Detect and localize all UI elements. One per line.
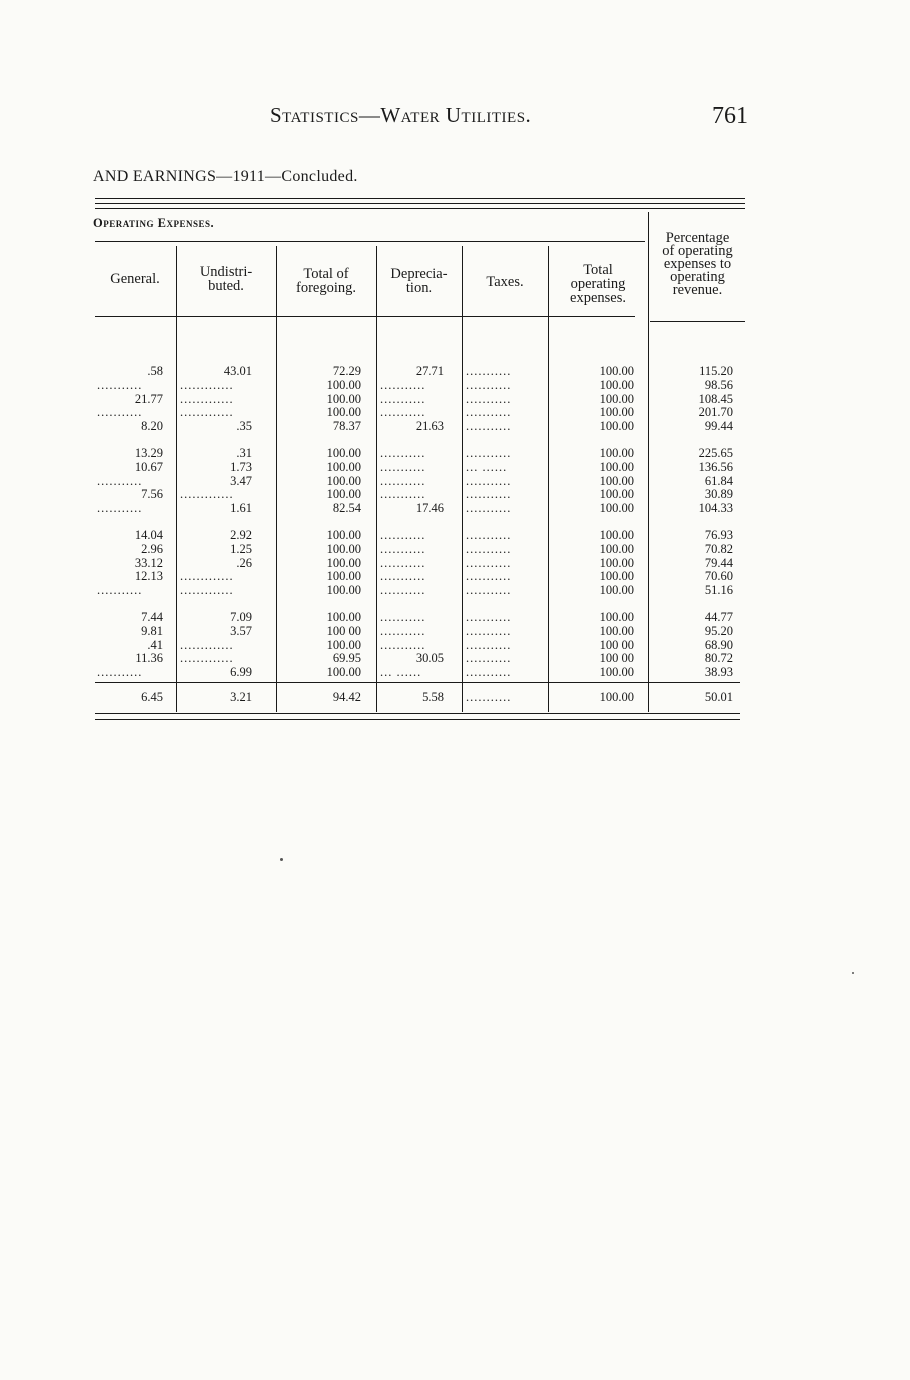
table-cell: 70.60 bbox=[704, 569, 733, 584]
table-cell-empty: ........... bbox=[97, 665, 143, 680]
table-cell: 108.45 bbox=[698, 391, 733, 406]
table-cell-empty: ............. bbox=[180, 487, 234, 502]
table-cell: 10.67 bbox=[134, 459, 163, 474]
table-cell-empty: ........... bbox=[380, 541, 426, 556]
table-cell: .35 bbox=[236, 419, 252, 434]
table-cell: 1.61 bbox=[230, 501, 252, 516]
table-cell: 7.44 bbox=[141, 610, 163, 624]
table-cell-empty: ........... bbox=[380, 446, 426, 460]
table-cell-empty: ........... bbox=[466, 665, 512, 680]
column-divider bbox=[176, 246, 177, 712]
table-cell-empty: ........... bbox=[97, 405, 143, 420]
table-cell: 14.04 bbox=[134, 528, 163, 542]
table-cell: 7.56 bbox=[141, 487, 163, 502]
table-cell: .26 bbox=[236, 555, 252, 570]
table-cell: 100.00 bbox=[326, 377, 361, 392]
table-cell: 6.45 bbox=[141, 690, 163, 704]
column-header: Total of foregoing. bbox=[296, 266, 356, 296]
table-cell-empty: ........... bbox=[466, 541, 512, 556]
table-cell: 43.01 bbox=[223, 364, 252, 378]
table-cell: 100.00 bbox=[326, 487, 361, 502]
table-cell-empty: ........... bbox=[466, 610, 512, 624]
table-cell: 136.56 bbox=[698, 459, 733, 474]
table-cell: 21.63 bbox=[415, 419, 444, 434]
table-cell: 79.44 bbox=[704, 555, 733, 570]
table-cell: 76.93 bbox=[704, 528, 733, 542]
table-cell-empty: ........... bbox=[466, 569, 512, 584]
table-cell: 100.00 bbox=[599, 583, 634, 598]
page-speck bbox=[280, 858, 283, 861]
table-cell-empty: ............. bbox=[180, 583, 234, 598]
section-title: Operating Expenses. bbox=[93, 216, 215, 230]
table-cell: 100.00 bbox=[599, 569, 634, 584]
table-cell: 115.20 bbox=[699, 364, 733, 378]
running-head: Statistics—Water Utilities. bbox=[270, 103, 532, 127]
table-cell: 12.13 bbox=[134, 569, 163, 584]
table-cell: 100.00 bbox=[599, 405, 634, 420]
table-cell: 9.81 bbox=[141, 623, 163, 638]
table-cell: 1.73 bbox=[230, 459, 252, 474]
table-cell: 100.00 bbox=[599, 473, 634, 488]
table-cell: 100.00 bbox=[326, 473, 361, 488]
table-cell: 2.92 bbox=[230, 528, 252, 542]
table-cell: 69.95 bbox=[332, 651, 361, 666]
column-header: Undistri- buted. bbox=[199, 264, 253, 294]
table-cell: 33.12 bbox=[134, 555, 163, 570]
table-cell: 21.77 bbox=[134, 391, 163, 406]
table-cell: 7.09 bbox=[230, 610, 252, 624]
table-cell-empty: ............. bbox=[180, 391, 234, 406]
table-cell-empty: ... ...... bbox=[466, 459, 508, 474]
table-cell-empty: ........... bbox=[380, 623, 426, 638]
table-cell: 100.00 bbox=[599, 364, 634, 378]
table-cell: 104.33 bbox=[698, 501, 733, 516]
table-cell-empty: ........... bbox=[380, 637, 426, 652]
table-cell-empty: ........... bbox=[380, 583, 426, 598]
table-cell: 61.84 bbox=[704, 473, 733, 488]
table-cell: 100.00 bbox=[599, 446, 634, 460]
page-speck bbox=[852, 972, 854, 974]
column-divider bbox=[462, 246, 463, 712]
table-cell: 100 00 bbox=[599, 637, 634, 652]
table-cell: 13.29 bbox=[134, 446, 163, 460]
table-cell-empty: ........... bbox=[466, 446, 512, 460]
table-cell-empty: ........... bbox=[466, 405, 512, 420]
table-cell-empty: ........... bbox=[380, 405, 426, 420]
table-cell: 94.42 bbox=[332, 690, 361, 704]
table-cell: 201.70 bbox=[698, 405, 733, 420]
table-cell: 100.00 bbox=[599, 419, 634, 434]
table-cell: 100.00 bbox=[599, 541, 634, 556]
top-rule-3 bbox=[95, 208, 745, 209]
table-cell-empty: ........... bbox=[466, 583, 512, 598]
table-cell: 100.00 bbox=[326, 541, 361, 556]
table-cell: 78.37 bbox=[332, 419, 361, 434]
table-cell: 95.20 bbox=[704, 623, 733, 638]
table-cell: 3.21 bbox=[230, 690, 252, 704]
table-cell: 3.47 bbox=[230, 473, 252, 488]
header-bottom-rule-right bbox=[650, 321, 745, 322]
table-cell: 72.29 bbox=[332, 364, 361, 378]
table-cell-empty: ............. bbox=[180, 651, 234, 666]
table-cell: 100.00 bbox=[326, 405, 361, 420]
column-header: General. bbox=[110, 271, 160, 287]
table-cell: 100.00 bbox=[326, 569, 361, 584]
table-cell: 98.56 bbox=[704, 377, 733, 392]
table-cell: 100.00 bbox=[599, 487, 634, 502]
table-cell: 1.25 bbox=[230, 541, 252, 556]
top-rule-2 bbox=[95, 203, 745, 204]
table-cell: 30.05 bbox=[415, 651, 444, 666]
table-cell-empty: ........... bbox=[466, 501, 512, 516]
table-cell-empty: ........... bbox=[466, 528, 512, 542]
column-divider bbox=[276, 246, 277, 712]
table-cell-empty: ........... bbox=[466, 651, 512, 666]
table-cell-empty: ........... bbox=[97, 377, 143, 392]
table-cell-empty: ............. bbox=[180, 377, 234, 392]
column-header: Total operating expenses. bbox=[570, 262, 626, 306]
table-cell-empty: ........... bbox=[380, 391, 426, 406]
table-cell-empty: ........... bbox=[380, 459, 426, 474]
table-cell-empty: ........... bbox=[466, 487, 512, 502]
top-rule-1 bbox=[95, 198, 745, 199]
subheader-rule bbox=[95, 241, 645, 242]
totals-top-rule bbox=[95, 682, 740, 683]
table-cell: 100.00 bbox=[599, 459, 634, 474]
column-header: Deprecia- tion. bbox=[390, 266, 448, 296]
table-cell-empty: ........... bbox=[466, 555, 512, 570]
table-cell-empty: ........... bbox=[380, 487, 426, 502]
table-cell: 99.44 bbox=[704, 419, 733, 434]
table-cell-empty: ........... bbox=[380, 528, 426, 542]
table-cell: 2.96 bbox=[141, 541, 163, 556]
table-cell-empty: ........... bbox=[466, 391, 512, 406]
table-caption: AND EARNINGS—1911—Concluded. bbox=[93, 168, 358, 185]
table-cell: 70.82 bbox=[704, 541, 733, 556]
table-cell-empty: ............. bbox=[180, 637, 234, 652]
table-cell-empty: ........... bbox=[466, 419, 512, 434]
table-cell: 100.00 bbox=[599, 623, 634, 638]
table-cell: 27.71 bbox=[415, 364, 444, 378]
table-cell: 50.01 bbox=[704, 690, 733, 704]
table-cell: 6.99 bbox=[230, 665, 252, 680]
table-cell: 100.00 bbox=[599, 610, 634, 624]
table-cell-empty: ........... bbox=[466, 690, 512, 704]
table-cell: 8.20 bbox=[141, 419, 163, 434]
bottom-rule-2 bbox=[95, 719, 740, 720]
column-divider bbox=[376, 246, 377, 712]
table-cell-empty: ........... bbox=[97, 473, 143, 488]
bottom-rule-1 bbox=[95, 713, 740, 714]
table-cell: 100 00 bbox=[599, 651, 634, 666]
table-cell: 100.00 bbox=[326, 391, 361, 406]
page-number: 761 bbox=[712, 103, 748, 129]
table-cell: .58 bbox=[147, 364, 163, 378]
table-cell: 100.00 bbox=[326, 610, 361, 624]
column-header: Taxes. bbox=[486, 274, 524, 290]
table-cell: 100.00 bbox=[599, 377, 634, 392]
table-cell-empty: ........... bbox=[380, 377, 426, 392]
column-divider bbox=[648, 212, 649, 712]
table-cell-empty: ............. bbox=[180, 569, 234, 584]
table-cell: 225.65 bbox=[698, 446, 733, 460]
table-cell-empty: ........... bbox=[380, 610, 426, 624]
table-cell-empty: ............. bbox=[180, 405, 234, 420]
table-cell: 100.00 bbox=[599, 665, 634, 680]
table-cell: 17.46 bbox=[415, 501, 444, 516]
table-cell: 100.00 bbox=[599, 501, 634, 516]
table-cell: 100.00 bbox=[326, 637, 361, 652]
table-cell: 100.00 bbox=[599, 555, 634, 570]
table-cell: 100.00 bbox=[326, 583, 361, 598]
table-cell: 100.00 bbox=[599, 528, 634, 542]
table-cell-empty: ........... bbox=[97, 583, 143, 598]
table-cell: 82.54 bbox=[332, 501, 361, 516]
table-cell-empty: ........... bbox=[466, 473, 512, 488]
table-cell: 100.00 bbox=[326, 665, 361, 680]
table-cell: 38.93 bbox=[704, 665, 733, 680]
table-cell: 68.90 bbox=[704, 637, 733, 652]
table-cell: 100 00 bbox=[326, 623, 361, 638]
table-cell: 30.89 bbox=[704, 487, 733, 502]
table-cell: 100.00 bbox=[326, 528, 361, 542]
table-cell-empty: ........... bbox=[466, 623, 512, 638]
table-cell: 100.00 bbox=[326, 446, 361, 460]
table-cell-empty: ... ...... bbox=[380, 665, 422, 680]
table-cell: 44.77 bbox=[704, 610, 733, 624]
table-cell-empty: ........... bbox=[466, 377, 512, 392]
table-cell: 80.72 bbox=[704, 651, 733, 666]
table-cell-empty: ........... bbox=[97, 501, 143, 516]
table-cell-empty: ........... bbox=[466, 637, 512, 652]
table-cell: 100.00 bbox=[599, 391, 634, 406]
table-cell: 51.16 bbox=[704, 583, 733, 598]
column-header: Percentage of operating expenses to operating revenue. bbox=[662, 230, 733, 298]
table-cell: 3.57 bbox=[230, 623, 252, 638]
table-cell-empty: ........... bbox=[380, 569, 426, 584]
table-cell-empty: ........... bbox=[466, 364, 512, 378]
column-divider bbox=[548, 246, 549, 712]
table-cell: 100.00 bbox=[326, 555, 361, 570]
table-cell: 11.36 bbox=[135, 651, 163, 666]
table-cell: 5.58 bbox=[422, 690, 444, 704]
table-cell-empty: ........... bbox=[380, 473, 426, 488]
table-cell: .31 bbox=[236, 446, 252, 460]
table-cell: .41 bbox=[147, 637, 163, 652]
table-cell: 100.00 bbox=[599, 690, 634, 704]
table-cell: 100.00 bbox=[326, 459, 361, 474]
table-cell-empty: ........... bbox=[380, 555, 426, 570]
